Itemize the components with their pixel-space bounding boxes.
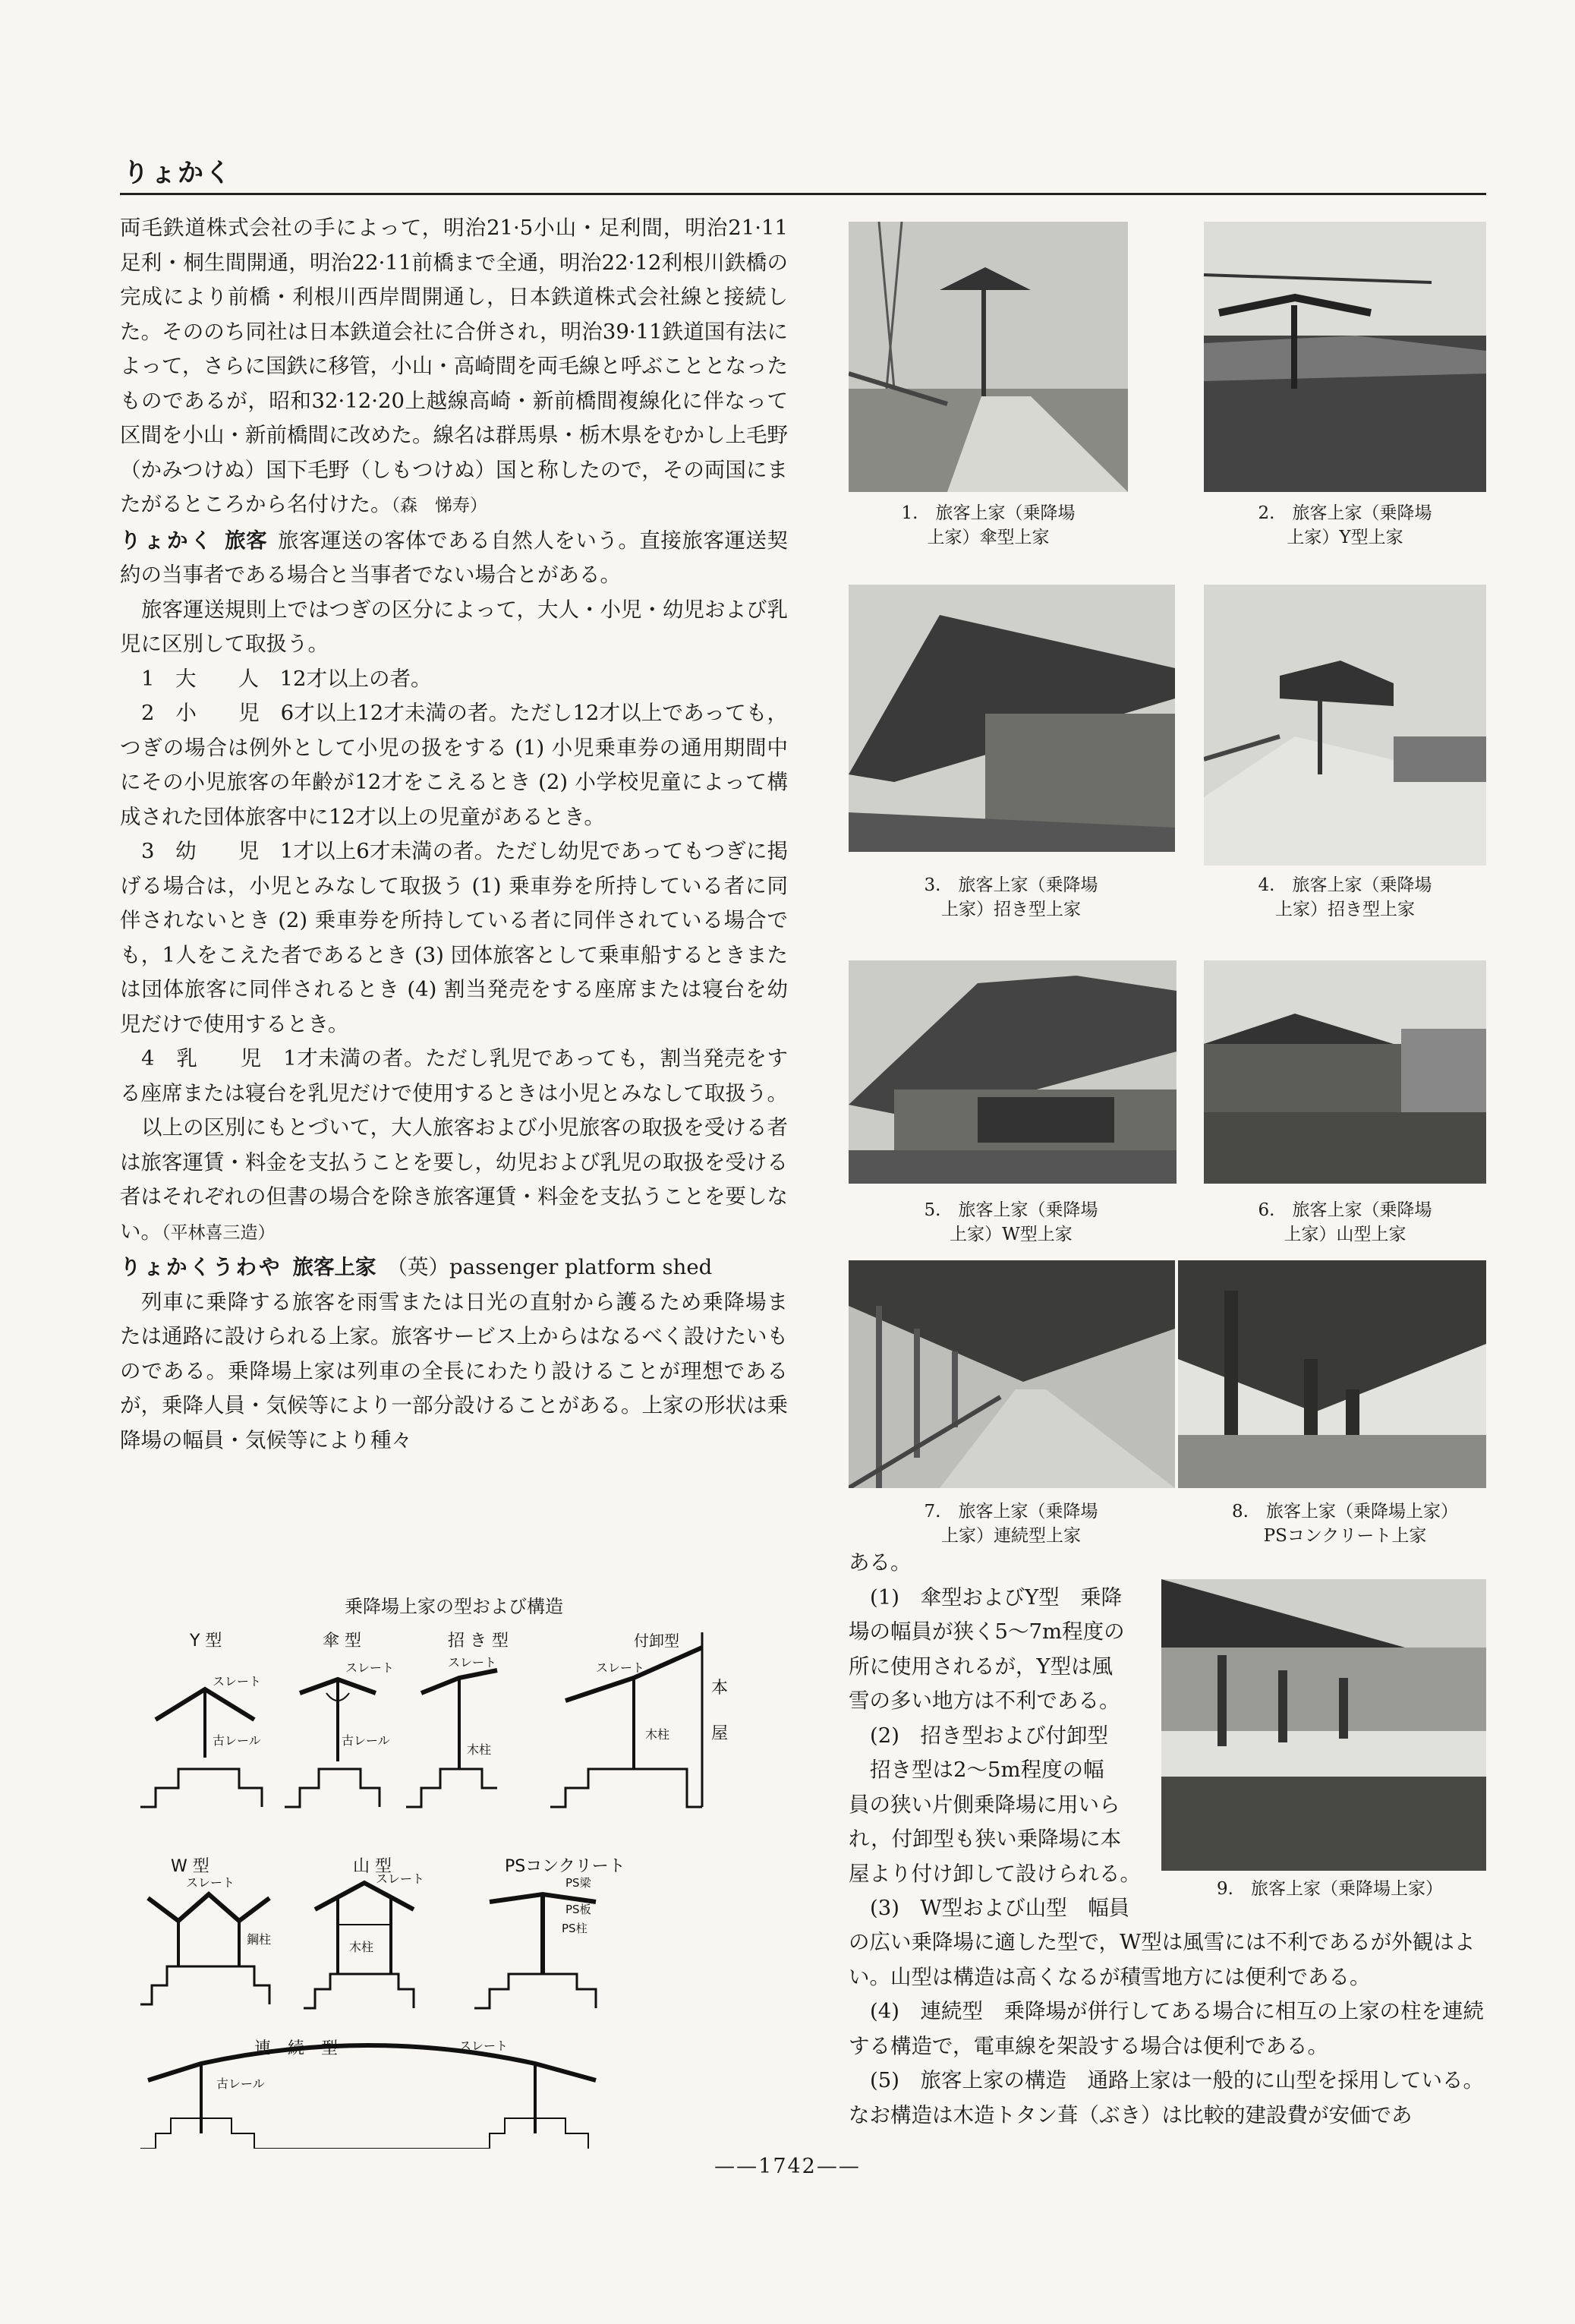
w-type-drawing bbox=[140, 1857, 271, 2004]
platform-shed-diagram bbox=[140, 1625, 793, 2149]
label: W 型 bbox=[171, 1857, 209, 1876]
attached-type-drawing bbox=[550, 1632, 728, 1807]
paragraph: (4) 連続型 乗降場が併行してある場合に相互の上家の柱を連続する構造で，電車線を架設する場合は便利である。 bbox=[849, 1999, 1484, 2058]
paragraph: (5) 旅客上家の構造 通路上家は一般的に山型を採用している。なお構造は木造トタン葺（ぶき）は比較的建設費が安価であ bbox=[849, 2068, 1484, 2127]
ps-concrete-drawing bbox=[474, 1857, 625, 2008]
paragraph: 列車に乗降する旅客を雨雪または日光の直射から護るため乗降場または通路に設けられる上家。旅客サービス上からはなるべく設けたいものである。乗降場上家は列車の全長にわたり設けることが理想であるが，乗降人員・気候等により一部分設けることがある。上家の形状は乗降場の幅員・気候等により種々 bbox=[120, 1289, 788, 1452]
label: PS板 bbox=[565, 1903, 591, 1916]
photo-caption-4: 4. 旅客上家（乗降場 上家）招き型上家 bbox=[1258, 875, 1432, 919]
photo-caption-8: 8. 旅客上家（乗降場上家） PSコンクリート上家 bbox=[1232, 1502, 1458, 1546]
svg-text:屋: 屋 bbox=[711, 1724, 729, 1743]
photo-caption-6: 6. 旅客上家（乗降場 上家）山型上家 bbox=[1258, 1200, 1432, 1244]
entry-english: （英）passenger platform shed bbox=[386, 1255, 713, 1279]
header-rule bbox=[120, 193, 1486, 195]
entry bbox=[120, 1250, 788, 1285]
entry-heading: りょかくうわや bbox=[120, 1255, 282, 1279]
label: PS梁 bbox=[565, 1876, 591, 1890]
entry bbox=[120, 524, 788, 593]
label: 木柱 bbox=[645, 1727, 670, 1742]
continuous-type-drawing bbox=[140, 2039, 596, 2149]
label: 木柱 bbox=[349, 1940, 374, 1954]
list-item: 3 幼 児 1才以上6才未満の者。ただし幼児であってもつぎに掲げる場合は，小児とみなして取扱う (1) 乗車券を所持している者に同伴されないとき (2) 乗車券を所持している者に同伴されている場合でも，1人をこえた者であるとき (3) 団体旅客として乗車船するときまたは団体旅客に同伴されるとき (4) 割当発売をする座席または寝台を幼児だけで使用するとき。 bbox=[120, 839, 788, 1036]
label: 古レール bbox=[342, 1733, 390, 1748]
honya-label: 本 bbox=[711, 1679, 729, 1698]
label: 連 続 型 bbox=[254, 2039, 339, 2058]
entry-term: 旅客上家 bbox=[292, 1255, 376, 1279]
label: 古レール bbox=[213, 1733, 261, 1748]
photo-5-w-shed bbox=[849, 960, 1177, 1184]
label: スレート bbox=[186, 1875, 235, 1890]
photo-9-platform-shed bbox=[1161, 1579, 1486, 1871]
label: 招 き 型 bbox=[448, 1632, 509, 1651]
label: 付卸型 bbox=[634, 1632, 679, 1650]
label: スレート bbox=[213, 1674, 262, 1689]
page-header: りょかく bbox=[123, 158, 232, 188]
paragraph bbox=[120, 1111, 788, 1250]
photo-4-beckoning-shed bbox=[1204, 585, 1486, 866]
photo-caption-9: 9. 旅客上家（乗降場上家） bbox=[1217, 1879, 1443, 1899]
photo-caption-5: 5. 旅客上家（乗降場 上家）W型上家 bbox=[924, 1200, 1098, 1244]
label: 古レール bbox=[216, 2076, 265, 2091]
list-item: 4 乳 児 1才未満の者。ただし乳児であっても，割当発売をする座席または寝台を乳児だけで使用するときは小児とみなして取扱う。 bbox=[120, 1046, 788, 1105]
beckoning-type-drawing bbox=[406, 1632, 509, 1807]
umbrella-type-drawing bbox=[285, 1632, 394, 1807]
left-text-column bbox=[120, 211, 788, 1458]
page-number: ——1742—— bbox=[714, 2155, 861, 2178]
photo-7-continuous-shed bbox=[849, 1260, 1175, 1488]
photo-caption-3: 3. 旅客上家（乗降場 上家）招き型上家 bbox=[924, 875, 1098, 919]
label: スレート bbox=[448, 1655, 497, 1670]
label: 傘 型 bbox=[323, 1632, 361, 1651]
entry-heading: りょかく bbox=[120, 528, 215, 553]
mountain-type-drawing bbox=[304, 1857, 424, 2008]
signature: （森 悌寿） bbox=[391, 496, 487, 516]
text: 以上の区別にもとづいて，大人旅客および小児旅客の取扱を受ける者は旅客運賃・料金を支払うことを要し，幼児および乳児の取扱を受ける者はそれぞれの但書の場合を除き旅客運賃・料金を支払うことを要しない。 bbox=[120, 1115, 788, 1244]
photo-1-umbrella-shed bbox=[849, 222, 1128, 492]
signature: （平林喜三造） bbox=[162, 1222, 276, 1243]
list-item: 2 小 児 6才以上12才未満の者。ただし12才以上であっても，つぎの場合は例外として小児の扱をする (1) 小児乗車券の通用期間中にその小児旅客の年齢が12才をこえるとき (2) 小学校児童によって構成された団体旅客中に12才以上の児童があるとき。 bbox=[120, 701, 788, 829]
list-item: 1 大 人 12才以上の者。 bbox=[141, 666, 432, 691]
label: スレート bbox=[376, 1871, 425, 1886]
paragraph: の広い乗降場に適した型で，W型は風雪には不利であるが外観はよい。山型は構造は高くなるが積雪地方には便利である。 bbox=[849, 1930, 1476, 1989]
label: PSコンクリート bbox=[505, 1857, 625, 1876]
y-type-drawing bbox=[140, 1632, 262, 1807]
label: スレート bbox=[596, 1660, 645, 1675]
label: 鋼柱 bbox=[247, 1932, 272, 1947]
right-text-wide bbox=[849, 1925, 1494, 2133]
label: 木柱 bbox=[467, 1742, 492, 1757]
text: 両毛鉄道株式会社の手によって，明治21·5小山・足利間，明治21·11足利・桐生間開通，明治22·11前橋まで全通，明治22·12利根川鉄橋の完成により前橋・利根川西岸間開通し，日本鉄道株式会社線と接続した。そののち同社は日本鉄道会社に合併され，明治39·11鉄道国有法によって，さらに国鉄に移管，小山・高崎間を両毛線と呼ぶこととなったものであるが，昭和32·12·20上越線高崎・新前橋間複線化に伴なって区間を小山・新前橋間に改めた。線名は群馬県・栃木県をむかし上毛野（かみつけぬ）国下毛野（しもつけぬ）国と称したので，その両国にまたがるところから名付けた。 bbox=[120, 216, 788, 516]
paragraph: 旅客運送規則上ではつぎの区分によって，大人・小児・幼児および乳児に区別して取扱う。 bbox=[120, 597, 788, 656]
photo-3-beckoning-shed bbox=[849, 585, 1175, 852]
label: Y 型 bbox=[190, 1632, 222, 1651]
photo-2-y-shed bbox=[1204, 222, 1486, 492]
label: スレート bbox=[459, 2039, 509, 2053]
text: 旅客運送の客体である自然人をいう。直接旅客運送契約の当事者である場合と当事者でない場合とがある。 bbox=[120, 528, 789, 587]
photo-caption-7: 7. 旅客上家（乗降場 上家）連続型上家 bbox=[924, 1502, 1098, 1546]
entry-term: 旅客 bbox=[225, 528, 268, 553]
paragraph bbox=[120, 211, 788, 524]
label: PS柱 bbox=[562, 1922, 587, 1935]
label: スレート bbox=[345, 1660, 395, 1675]
label: 山 型 bbox=[353, 1857, 392, 1876]
photo-caption-2: 2. 旅客上家（乗降場 上家）Y型上家 bbox=[1258, 503, 1432, 547]
right-text-narrow: ある。 (1) 傘型およびY型 乗降 場の幅員が狭く5〜7m程度の 所に使用されるが，Y型は風 雪の多い地方は不利である。 (2) 招き型および付卸型 招き型は2〜5m程度の幅 員の狭い片側乗降場に用いら れ，付卸型も狭い乗降場に本 屋より付け卸して設けられる。 (3) W型および山型 幅員 bbox=[849, 1550, 1141, 1920]
diagram-title: 乗降場上家の型および構造 bbox=[345, 1596, 563, 1617]
photo-6-mountain-shed bbox=[1204, 960, 1486, 1184]
photo-8-ps-concrete-shed bbox=[1178, 1260, 1486, 1488]
photo-caption-1: 1. 旅客上家（乗降場 上家）傘型上家 bbox=[901, 503, 1076, 547]
